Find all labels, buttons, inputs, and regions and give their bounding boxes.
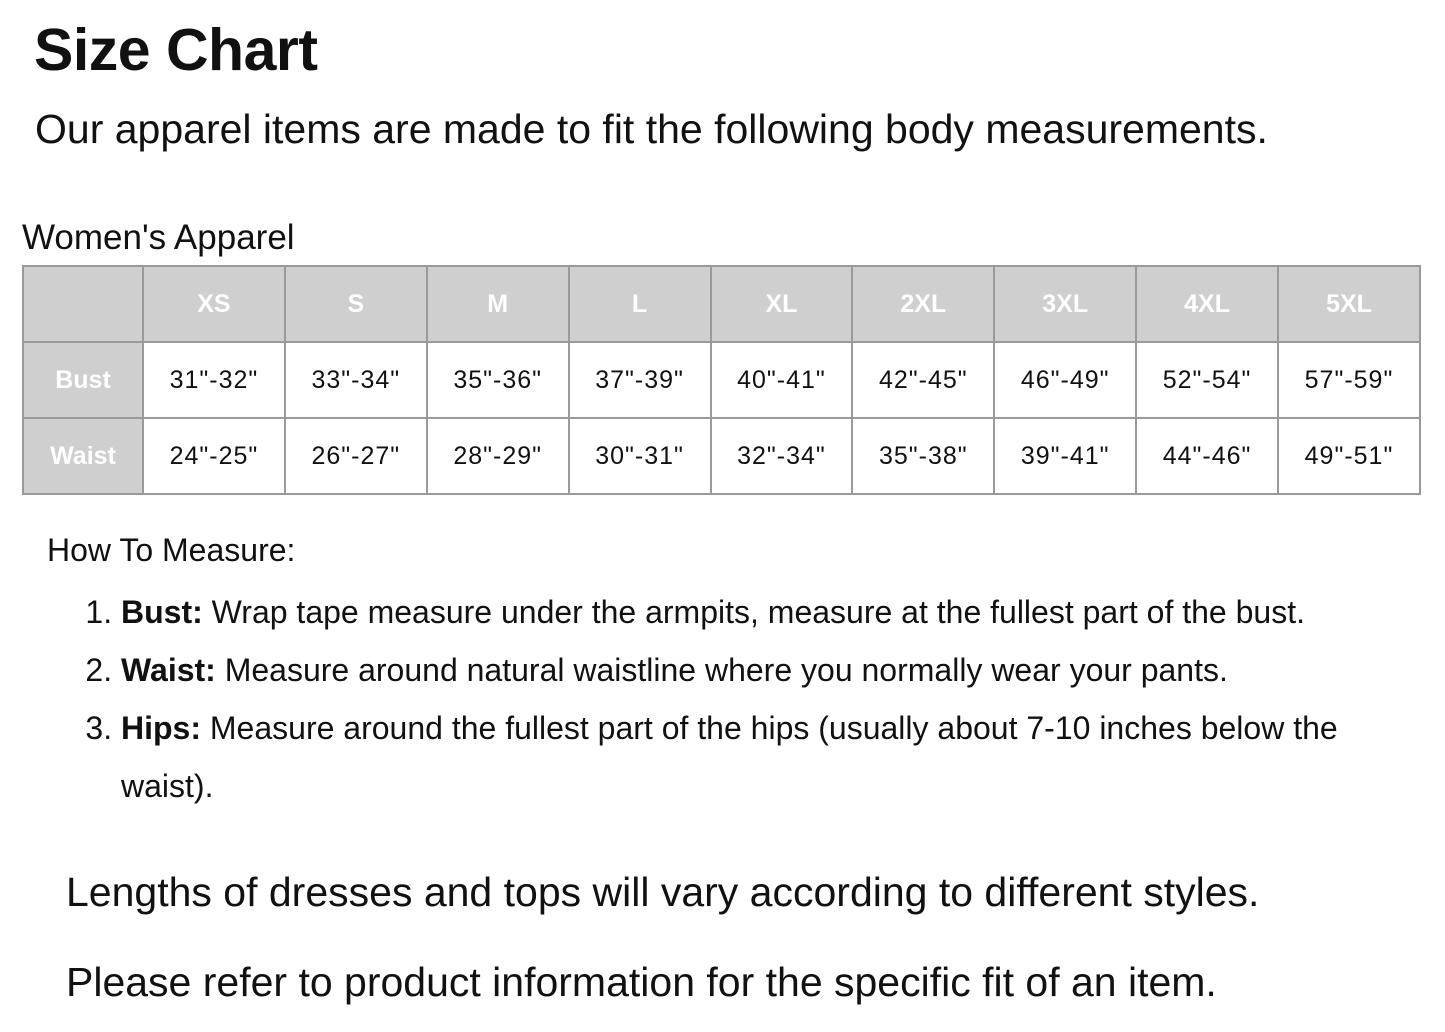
table-row-bust [23, 342, 1420, 418]
size-header-xs: XS [143, 266, 285, 342]
table-cell: 35"-36" [427, 342, 569, 418]
row-label-bust: Bust [23, 342, 143, 418]
table-cell: 52"-54" [1136, 342, 1278, 418]
row-label-waist: Waist [23, 418, 143, 494]
table-cell: 39"-41" [994, 418, 1136, 494]
how-to-measure-heading: How To Measure: [47, 532, 296, 568]
table-cell: 31"-32" [143, 342, 285, 418]
size-header-5xl: 5XL [1278, 266, 1420, 342]
table-corner-cell [23, 266, 143, 342]
table-cell: 26"-27" [285, 418, 427, 494]
size-header-3xl: 3XL [994, 266, 1136, 342]
table-cell: 35"-38" [852, 418, 994, 494]
list-item-term: Bust: [121, 594, 203, 630]
table-cell: 32"-34" [711, 418, 853, 494]
list-item-term: Hips: [121, 710, 201, 746]
list-item-text: Measure around natural waistline where you normally wear your pants. [215, 652, 1228, 688]
size-header-4xl: 4XL [1136, 266, 1278, 342]
page-title: Size Chart [34, 17, 318, 83]
list-item-text: Wrap tape measure under the armpits, measure at the fullest part of the bust. [202, 594, 1305, 630]
table-cell: 30"-31" [569, 418, 711, 494]
list-item-waist [121, 641, 1391, 699]
page-subtitle: Our apparel items are made to fit the following body measurements. [35, 106, 1268, 152]
table-cell: 42"-45" [852, 342, 994, 418]
size-header-m: M [427, 266, 569, 342]
table-caption: Women's Apparel [22, 218, 295, 257]
table-cell: 49"-51" [1278, 418, 1420, 494]
table-cell: 57"-59" [1278, 342, 1420, 418]
note-product-info: Please refer to product information for the specific fit of an item. [66, 959, 1217, 1005]
size-header-2xl: 2XL [852, 266, 994, 342]
list-item-hips [121, 699, 1391, 815]
table-row-waist [23, 418, 1420, 494]
size-header-xl: XL [711, 266, 853, 342]
list-item-term: Waist: [121, 652, 216, 688]
how-to-measure-list [121, 583, 1391, 815]
size-header-l: L [569, 266, 711, 342]
size-table [22, 265, 1421, 495]
size-header-s: S [285, 266, 427, 342]
table-cell: 28"-29" [427, 418, 569, 494]
table-cell: 24"-25" [143, 418, 285, 494]
table-cell: 46"-49" [994, 342, 1136, 418]
list-item-text: Measure around the fullest part of the hips (usually about 7-10 inches below the waist). [121, 710, 1338, 804]
table-cell: 37"-39" [569, 342, 711, 418]
list-item-bust [121, 583, 1391, 641]
table-cell: 44"-46" [1136, 418, 1278, 494]
note-lengths: Lengths of dresses and tops will vary according to different styles. [66, 869, 1260, 915]
table-cell: 33"-34" [285, 342, 427, 418]
table-cell: 40"-41" [711, 342, 853, 418]
table-header-row [23, 266, 1420, 342]
